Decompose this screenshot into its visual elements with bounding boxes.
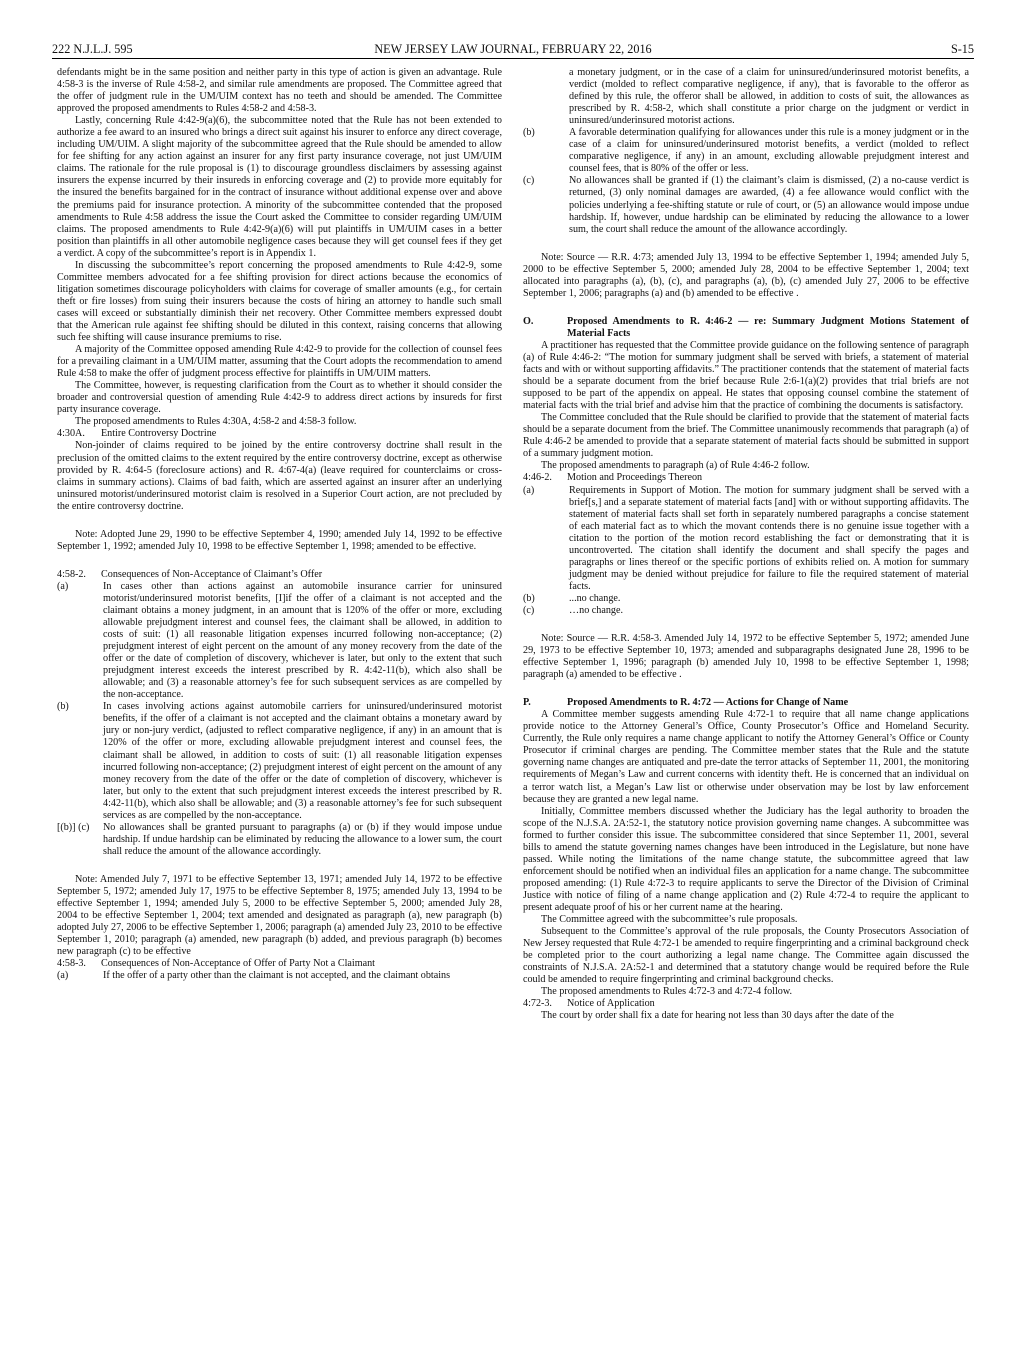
paragraph-marker: (c) — [523, 604, 535, 616]
paragraph-text: If the offer of a party other than the claimant is not accepted, and the claimant obtains — [103, 970, 451, 982]
paragraph-marker: (b) — [523, 127, 535, 139]
paragraph: defendants might be in the same position and neither party in this type of action is given an advantage. Rule 4:58-3 is the inverse of Rule 4:58-2, and similar rule amendments are proposed. The Committee agreed that the offer of judgment rule in the UM/UIM context has no teeth and should be amended. The Committee approved the proposed amendments to Rules 4:58-2 and 4:58-3. — [57, 67, 502, 115]
paragraph-text: No allowances shall be granted pursuant to paragraphs (a) or (b) if they would impose undue hardship. If undue hardship can be eliminated by reducing the allowance to a lower sum, the court shall reduce the amount of the allowance accordingly. — [103, 821, 502, 857]
page-number: S-15 — [950, 42, 974, 56]
section-title: Proposed Amendments to R. 4:46-2 — re: Summary Judgment Motions Statement of Material Facts — [567, 315, 969, 339]
rule-number: 4:58-3. — [57, 958, 86, 970]
rule-title: Consequences of Non-Acceptance of Offer of Party Not a Claimant — [101, 958, 375, 970]
paragraph-text: a monetary judgment, or in the case of a claim for uninsured/underinsured motorist benefits, a verdict (molded to reflect comparative negligence, if any), that is favorable to the offeror as defined by this rule, the offeror shall be allowed, in addition to costs of suit, the allowances as prescribed by R. 4:58-2, which shall constitute a prior charge on the judgment or verdict in uninsured/underinsured motorist actions. — [569, 67, 969, 127]
paragraph: The Committee concluded that the Rule should be clarified to provide that the statement of material facts should be a separate document from the brief. The Committee unanimously recommends that paragraph (a) of Rule 4:46-2 be amended to provide that a separate statement of material facts should be submitted in support of a summary judgment motion. — [523, 412, 969, 460]
rule-heading — [57, 569, 502, 581]
page-header — [52, 42, 974, 59]
paragraph-marker: (a) — [523, 484, 535, 496]
note: Note: Source — R.R. 4:73; amended July 13, 1994 to be effective September 1, 1994; amended July 5, 2000 to be effective September 5, 2000; amended July 28, 2004 to be effective September 1, 2004; text allocated into paragraphs (a), (b), (c), and paragraphs (a), (b), (c) amended July 27, 2006 to be effective September 1, 2006; paragraphs (a) and (b) amended to be effective . — [523, 251, 969, 299]
paragraph-text: …no change. — [569, 604, 623, 616]
paragraph-marker: (a) — [57, 580, 69, 592]
paragraph: Initially, Committee members discussed whether the Judiciary has the legal authority to broaden the scope of the N.J.S.A. 2A:52-1, the statutory notice provision governing name changes. A subcommittee was formed to further consider this issue. The subcommittee considered that since September 11, 2001, several bills to amend the statute governing names changes have been introduced in the Legislature, but none have passed. While noting the limitations of the name change statute, the subcommittee agreed that law enforcement should be notified when an individual files an application for a name change. The subcommittee proposed amending: (1) Rule 4:72-3 to require applicants to serve the Director of the Division of Criminal Justice with notice of filing of a name change application and (2) Rule 4:72-4 to require the applicant to present adequate proof of his or her current name at the hearing. — [523, 805, 969, 913]
citation: 222 N.J.L.J. 595 — [52, 42, 133, 56]
rule-heading — [523, 998, 969, 1010]
paragraph: A majority of the Committee opposed amending Rule 4:42-9 to provide for the collection of counsel fees for a prevailing claimant in a UM/UIM matter, assuming that the Court adopts the recommendation to amend Rule 4:58 to make the offer of judgment process effective for plaintiffs in UM/UIM matters. — [57, 344, 502, 380]
section-letter: O. — [523, 315, 534, 327]
rule-paragraph — [523, 175, 969, 235]
paragraph: The proposed amendments to Rules 4:30A, 4:58-2 and 4:58-3 follow. — [75, 416, 357, 428]
rule-title: Entire Controversy Doctrine — [101, 428, 217, 440]
note: Note: Source — R.R. 4:58-3. Amended July 14, 1972 to be effective September 5, 1972; amended June 29, 1973 to be effective September 10, 1973; amended and subparagraphs designated June 28, 1996 to be effective September 1, 1996; paragraph (b) amended July 10, 1998 to be effective September 1, 1998; paragraph (a) amended to be effective . — [523, 633, 969, 681]
paragraph-marker: (c) — [523, 175, 535, 187]
rule-heading — [523, 472, 969, 484]
paragraph-marker: (b) — [523, 592, 535, 604]
rule-number: 4:46-2. — [523, 472, 552, 484]
rule-number: 4:72-3. — [523, 998, 552, 1010]
paragraph: The Committee agreed with the subcommittee’s rule proposals. — [541, 914, 798, 926]
note: Note: Adopted June 29, 1990 to be effective September 4, 1990; amended July 14, 1992 to be effective September 1, 1992; amended July 10, 1998 to be effective September 1, 1998; amended to be effective. — [57, 528, 502, 552]
rule-title: Motion and Proceedings Thereon — [567, 472, 703, 484]
rule-paragraph — [57, 822, 502, 858]
rule-number: 4:58-2. — [57, 568, 86, 580]
paragraph: The Committee, however, is requesting clarification from the Court as to whether it should consider the broader and controversial question of amending Rule 4:42-9 to address direct actions by insureds for first party insurance coverage. — [57, 380, 502, 416]
rule-paragraph — [57, 581, 502, 701]
paragraph: The proposed amendments to Rules 4:72-3 and 4:72-4 follow. — [541, 986, 793, 998]
rule-heading — [57, 428, 502, 440]
paragraph-marker: [(b)] (c) — [57, 821, 90, 833]
rule-paragraph — [523, 485, 969, 593]
section-letter: P. — [523, 697, 531, 709]
paragraph-text: In cases involving actions against automobile carriers for uninsured/underinsured motorist benefits, if the offer of a claimant is not accepted and the claimant obtains a monetary award by jury or non-jury verdict, (adjusted to reflect comparative negligence, if any) in an amount that is 120% of the offer or more, excluding allowable prejudgment interest and counsel fees, the claimant shall be allowed, in addition to costs of suit: (1) all reasonable litigation expenses incurred following non-acceptance; (2) prejudgment interest of eight percent on the amount of any money recovery from the date of the offer or the date of completion of discovery, whichever is later, but only to the extent that such prejudgment interest exceeds the interest prescribed by R. 4:42-11(b), which also shall be allowable; and (3) a reasonable attorney’s fee for such subsequent services as are compelled by the non-acceptance. — [103, 701, 502, 821]
rule-number: 4:30A. — [57, 428, 85, 440]
paragraph: The proposed amendments to paragraph (a) of Rule 4:46-2 follow. — [541, 460, 810, 472]
right-column — [523, 67, 969, 1022]
paragraph: Subsequent to the Committee’s approval of the rule proposals, the County Prosecutors Association of New Jersey requested that Rule 4:72-1 be amended to require fingerprinting and a criminal background check be completed prior to the court authorizing a legal name change. The Committee again discussed the constraints of N.J.S.A. 2A:52-1 and determined that a statutory change would be required before the Rule could be amended to require fingerprinting and criminal background checks. — [523, 926, 969, 986]
rule-text: Non-joinder of claims required to be joined by the entire controversy doctrine shall result in the preclusion of the omitted claims to the extent required by the entire controversy doctrine, except as otherwise provided by R. 4:64-5 (foreclosure actions) and R. 4:67-4(a) (leave required for counterclaims or cross-claims in summary actions). Claims of bad faith, which are asserted against an insurer after an underlying uninsured motorist/underinsured motorist claim is resolved in a Superior Court action, are not precluded by the entire controversy doctrine. — [57, 440, 502, 512]
paragraph: A practitioner has requested that the Committee provide guidance on the following sentence of paragraph (a) of Rule 4:46-2: “The motion for summary judgment shall be served with briefs, a statement of material facts and with or without supporting affidavits.” The practitioner contends that the statement of material facts should be a separate document from the brief because Rule 2:6-1(a)(2) provides that trial briefs are not supposed to be part of the appendix on appeal. He states that opposing counsel combine the statement of material facts with the trial brief and advise him that the practice of combining the documents is satisfactory. — [523, 339, 969, 412]
paragraph-marker: (a) — [57, 970, 69, 982]
left-column — [57, 67, 502, 982]
rule-heading — [57, 958, 502, 970]
paragraph-marker: (b) — [57, 701, 69, 713]
publication-title: NEW JERSEY LAW JOURNAL, FEBRUARY 22, 2016 — [374, 42, 652, 56]
rule-paragraph — [57, 970, 502, 982]
paragraph-text: In cases other than actions against an automobile insurance carrier for uninsured motorist/underinsured motorist benefits, [I]if the offer of a claimant is not accepted and the claimant obtains a money judgment, in an amount that is 120% of the offer or more, excluding allowable prejudgment interest and counsel fees, the claimant shall be allowed, in addition to costs of suit: (1) all reasonable litigation expenses incurred following non-acceptance; (2) prejudgment interest of eight percent on the amount of any money recovery from the date of the offer or the date of completion of discovery, whichever is later, but only to the extent that such prejudgment interest exceeds the interest prescribed by R. 4:42-11(b), which also shall be allowable; and (3) a reasonable attorney’s fee for such subsequent services as are compelled by the non-acceptance. — [103, 580, 502, 701]
rule-paragraph — [523, 127, 969, 175]
rule-title: Notice of Application — [567, 998, 655, 1010]
note: Note: Amended July 7, 1971 to be effective September 13, 1971; amended July 14, 1972 to be effective September 5, 1972; amended July 17, 1975 to be effective September 8, 1975; amended July 13, 1994 to be effective September 1, 1994; amended July 5, 2000 to be effective September 5, 2000; amended July 28, 2004 to be effective September 1, 2004; text amended and designated as paragraph (a), new paragraph (b) adopted July 27, 2006 to be effective September 1, 2006; paragraph (a) amended July 23, 2010 to be effective September 1, 2010; paragraph (a) amended, new paragraph (b) added, and previous paragraph (b) becomes new paragraph (c) to be effective — [57, 873, 502, 958]
rule-title: Consequences of Non-Acceptance of Claimant’s Offer — [101, 568, 323, 580]
paragraph: Lastly, concerning Rule 4:42-9(a)(6), the subcommittee noted that the Rule has not been extended to authorize a fee award to an insured who brings a direct suit against his insurer to enforce any direct coverage, including UM/UIM. A slight majority of the subcommittee agreed that the Rule should be amended to allow for fee shifting for any action against an insurer for any first party insurance coverage, not just UM/UIM claims. The rationale for the rule proposal is (1) to discourage groundless disclaimers by assessing against insurers the expense incurred by their insureds in enforcing coverage and (2) to provide more equitably for the insured the benefits bargained for in the contract of insurance without additional expense over and above the premiums paid for insurance protection. A minority of the subcommittee contended that the proposed amendments to Rule 4:58 address the issue the Court asked the Committee to consider regarding UM/UIM claims. The proposed amendments to Rule 4:42-9(a)(6) will put plaintiffs in UM/UIM cases in a better position than plaintiffs in all other automobile negligence cases because they will get counsel fees if they get a verdict. A copy of the subcommittee’s report is in Appendix 1. — [57, 115, 502, 259]
section-title: Proposed Amendments to R. 4:72 — Actions for Change of Name — [567, 697, 849, 709]
rule-paragraph — [523, 593, 969, 605]
paragraph: In discussing the subcommittee’s report concerning the proposed amendments to Rule 4:42-9, some Committee members advocated for a fee shifting provision for direct actions because the economics of litigation sometimes discourage policyholders with claims for coverage of smaller amounts (e.g., for certain theft or fire losses) from suing their insurers because the costs of hiring an attorney to handle such small cases will exceed or substantially diminish their net recovery. Other Committee members expressed doubt that the American rule against fee shifting should be diluted in this context, raising concerns that allowing such fee shifting will cause insurance premiums to rise. — [57, 259, 502, 344]
paragraph-text: No allowances shall be granted if (1) the claimant’s claim is dismissed, (2) a no-cause verdict is returned, (3) only nominal damages are awarded, (4) a fee allowance would conflict with the policies underlying a fee-shifting statute or rule of court, or (5) an allowance would impose undue hardship. If, however, undue hardship can be eliminated by reducing the allowance to a lower sum, the court shall reduce the amount of the allowance accordingly. — [569, 175, 969, 235]
paragraph-text: A favorable determination qualifying for allowances under this rule is a money judgment or in the case of a claim for uninsured/underinsured motorist benefits, a verdict (molded to reflect comparative negligence, if any) in an amount, excluding allowable prejudgment interest and counsel fees, that is 80% of the offer or less. — [569, 127, 969, 175]
rule-text: The court by order shall fix a date for hearing not less than 30 days after the date of the — [541, 1010, 894, 1022]
section-heading — [523, 697, 969, 709]
paragraph-text: Requirements in Support of Motion. The motion for summary judgment shall be served with a brief[s,] and a separate statement of material facts [and] with or without supporting affidavits. The statement of material facts shall set forth in separately numbered paragraphs a concise statement of each material fact as to which the movant contends there is no genuine issue together with a citation to the portion of the motion record establishing the fact or demonstrating that it is uncontroverted. The citation shall identify the document and shall specify the pages and paragraphs or lines thereof or the specific portions of exhibits relied on. A motion for summary judgment may be denied without prejudice for failure to file the required statement of material facts. — [569, 484, 969, 592]
section-heading — [523, 316, 969, 340]
paragraph-text: ...no change. — [569, 592, 621, 604]
rule-paragraph — [523, 605, 969, 617]
rule-paragraph — [57, 701, 502, 821]
paragraph: A Committee member suggests amending Rule 4:72-1 to require that all name change applications provide notice to the Attorney General’s Office, County Prosecutor’s Office and Homeland Security. Currently, the Rule only requires a name change applicant to notify the Attorney General’s Office or County Prosecutor if criminal charges are pending. The Committee member states that the Rule and the statute governing name changes are antiquated and pre-date the terror attacks of September 11, 2001, the monitoring requirements of Megan’s Law and current concerns with identity theft. He is concerned that an individual on a terror watch list, a Megan’s Law list or otherwise under observation may be lost by law enforcement because they are granted a new legal name. — [523, 709, 969, 805]
rule-paragraph — [523, 67, 969, 127]
